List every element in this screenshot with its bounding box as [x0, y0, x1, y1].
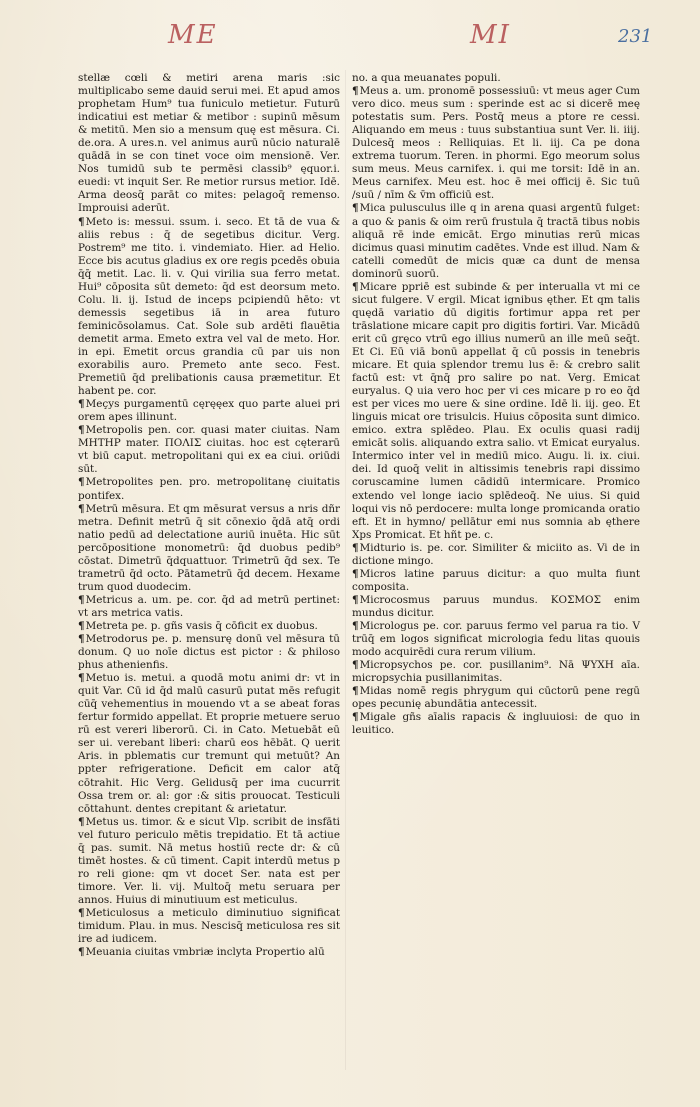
header-left-mark: ME	[168, 20, 218, 50]
entry-text: Meçys purgamentū cęręęex quo parte aluei pri orem apes illinunt.	[78, 398, 340, 424]
pilcrow-icon: ¶	[78, 907, 85, 919]
entry-text: Micare ppriē est subinde & per interualla vt mi ce sicut fulgere. V ergil. Micat ignibus ęther. Et qm talis quędā variatio dū digitis fortimur appa ret per trāslatione micare capit pro digitis fortiri. Var. Micādū erit cū gręco vtrū ego illius numerū an ille meū seq̄t. Et Ci. Eū viā bonū appellat q̄ cū possis in tenebris micare. Et quia splendor tremu lus ē: & crebro salit factū est: vt q̄nq̄ pro salire po nat. Verg. Emicat euryalus. Q uia vero hoc per vi ces micare p ro eo q̄d est per vices mo uere & sine ordine. Idē li. iij. geo. Et linguis micat ore trisulcis. Huius cōposita sunt dimico. emico. extra splēdeo. Plau. Ex oculis quasi radij emicāt solis. aliquando extra salio. vt Emicat euryalus. Intermico inter vel in mediū mico. Augu. li. ix. ciui. dei. Id quoq̄ velit in altissimis tenebris rapi dissimo coruscamine lumen cādidū intermicare. Promico extendo vel longe iacio splēdeoq̄. Ne uius. Si quid loqui vis nō perdocere: multa longe promicanda oratio eft. Et in hymno/ pellātur emi nus somnia ab ęthere Xps Promicat. Et hñt pe. c.	[352, 280, 640, 541]
entry-text: Metreta pe. p. gñs vasis q̄ cōficit ex duobus.	[85, 619, 318, 632]
entry-text: Meus a. um. pronomē possessiuū: vt meus ager Cum vero dico. meus sum : sperinde est ac si dicerē meę potestatis sum. Pers. Postq̄ meus a ptore re cessi. Aliquando em meus : tuus substantiua sunt Ver. li. iiij. Dulcesq̄ meos : Relliquias. Et li. iij. Ca pe dona extrema tuorum. Teren. in phormi. Ego meorum solus sum meus. Meus carnifex. i. qui me torsit: Idē in an. Meus carnifex. Meu est. hoc ē mei officij ē. Sic tuū /suū / nīm & v̄m officiū est.	[352, 85, 640, 202]
entry	[352, 685, 640, 711]
pilcrow-icon: ¶	[78, 619, 85, 632]
entry-text: Metropolites pen. pro. metropolitanę ciuitatis pontifex.	[78, 476, 340, 502]
pilcrow-icon: ¶	[78, 502, 85, 515]
entry	[78, 398, 340, 424]
entry-text: Microcosmus paruus mundus. ΚΟΣΜΟΣ enim mundus dicitur.	[352, 593, 640, 619]
entry-text: stellæ cœli & metiri arena maris :sic multiplicabo seme dauid serui mei. Et apud amos prophetam Hum⁹ tua funiculo metietur. Futurū indicatiui est metiar & metibor : supinū mēsum & metitū. Men sio a mensum quę est mēsura. Ci. de.ora. A ures.n. vel animus aurū nūcio naturalē quādā in se con tinet voce oim mensionē. Ver. Nos tumidū sub te permēsi classib⁹ ęquor.i. euedi: vt inquit Ser. Re metior rursus metior. Idē. Arma deosq̄ parāt co mites: pelagoq̄ remenso. Improuisi aderūt.	[78, 72, 340, 215]
entry	[78, 907, 340, 946]
entry-text: Meticulosus a meticulo diminutiuo significat timidum. Plau. in mus. Nescisq̄ meticulosa res sit ire ad iudicem.	[78, 907, 340, 946]
pilcrow-icon: ¶	[78, 672, 85, 685]
folio-number: 231	[618, 26, 653, 47]
header-right-mark: MI	[470, 20, 511, 50]
entry-text: Metrū mēsura. Et qm mēsurat versus a nris dñr metra. Definit metrū q̄ sit cōnexio q̄dā atq̄ ordi natio pedū ad delectatione auriū inuēta. Hic sūt percōpositione monometrū: q̄d duobus pedib⁹ cōstat. Dimetrū q̄dquattuor. Trimetrū q̄d sex. Te trametrū q̄d octo. Pātametrū q̄d decem. Hexame trum quod duodecim.	[78, 502, 340, 593]
entry	[352, 568, 640, 594]
pilcrow-icon: ¶	[352, 593, 359, 606]
pilcrow-icon: ¶	[78, 424, 85, 437]
entry	[78, 503, 340, 594]
pilcrow-icon: ¶	[352, 541, 359, 554]
entry-text: Metropolis pen. cor. quasi mater ciuitas. Nam ΜΗΤΗΡ mater. ΠΟΛΙΣ ciuitas. hoc est cęterarū vt biū caput. metropolitani qui ex ea ciui. oriūdi sūt.	[78, 424, 340, 476]
entry	[78, 620, 340, 633]
pilcrow-icon: ¶	[352, 619, 359, 632]
entry-text: Migale gñs aīalis rapacis & ingluuiosi: de quo in leuitico.	[352, 711, 640, 737]
pilcrow-icon: ¶	[352, 85, 359, 98]
entry	[352, 281, 640, 542]
entry-text: Micros latine paruus dicitur: a quo multa fiunt composita.	[352, 567, 640, 593]
entry-text: Micrologus pe. cor. paruus fermo vel parua ra tio. V trūq̄ em logos significat micrologia fedu litas quouis modo acquirēdi cura rerum vilium.	[352, 619, 640, 659]
entry	[78, 424, 340, 476]
entry	[352, 659, 640, 685]
pilcrow-icon: ¶	[78, 398, 85, 411]
pilcrow-icon: ¶	[352, 202, 359, 215]
entry-text: Midas nomē regis phrygum qui cūctorū pene regū opes pecunię abundātia antecessit.	[352, 685, 640, 711]
entry-text: Micropsychos pe. cor. pusillanim⁹. Nā ΨΥΧΗ aīa. micropsychia pusillanimitas.	[352, 659, 640, 685]
entry-text: Meto is: messui. ssum. i. seco. Et tā de vua & aliis rebus : q̄ de segetibus dicitur. Verg. Postrem⁹ me tito. i. vindemiato. Hier. ad Helio. Ecce bis acutus gladius ex ore regis pcedēs obuia q̄q̄ metit. Lac. li. v. Qui virilia sua ferro metat. Hui⁹ cōposita sūt demeto: q̄d est deorsum meto. Colu. li. ij. Istud de inceps pcipiendū hēto: vt demessis segetibus iā in area futuro feminicōsolamus. Cat. Sole sub ardēti flauētia demetit arma. Emeto extra vel val de meto. Hor. in epi. Emetit orcus grandia cū par uis non exorabilis auro. Premeto ante seco. Fest. Premetiū q̄d prelibationis causa præmetitur. Et habent pe. cor.	[78, 215, 340, 398]
pilcrow-icon: ¶	[352, 567, 359, 580]
pilcrow-icon: ¶	[78, 946, 85, 959]
entry-text: Metuo is. metui. a quodā motu animi dr: vt in quit Var. Cū id q̄d malū casurū putat mēs refugit cūq̄ vehementius in mouendo vt a se abeat foras fertur formido appellat. Et proprie metuere seruo rū est vereri liberorū. Ci. in Cato. Metuebāt eū ser ui. verebant liberi: charū eos hēbāt. Q uerit Aris. in pblematis cur tremunt qui metuūt? An ppter refrigeratione. Deficit em calor atq̄ cōtrahit. Hic Verg. Gelidusq̄ per ima cucurrit Ossa trem or. al: gor :& sitis prouocat. Testiculi cōttahunt. dentes crepitant & arietatur.	[78, 672, 340, 815]
pilcrow-icon: ¶	[352, 280, 359, 293]
column-divider	[345, 70, 346, 1070]
entry-text: Midturio is. pe. cor. Similiter & miciito as. Vi de in dictione mingo.	[352, 541, 640, 567]
pilcrow-icon: ¶	[78, 593, 85, 606]
entry	[78, 672, 340, 816]
pilcrow-icon: ¶	[78, 815, 85, 828]
entry	[352, 202, 640, 280]
entry-text: no. a qua meuanates populi.	[352, 72, 501, 84]
entry	[352, 620, 640, 659]
entry-continuation	[78, 72, 340, 216]
entry-text: Metus us. timor. & e sicut Vlp. scribit de insfāti vel futuro periculo mētis trepidatio. Et tā actiue q̄ pas. sumit. Nā metus hostiū recte dr: & cū timēt hostes. & cū timent. Capit interdū metus p ro reli gione: qm vt docet Ser. nata est per timore. Ver. li. vij. Multoq̄ metu seruara per annos. Huius di minutiuum est meticulus.	[78, 815, 340, 906]
entry	[352, 542, 640, 568]
pilcrow-icon: ¶	[352, 711, 359, 724]
entry-text: Meuania ciuitas vmbriæ inclyta Propertio alū	[85, 946, 325, 959]
entry-continuation	[352, 72, 640, 85]
entry	[78, 216, 340, 399]
entry-text: Mica pulusculus ille q in arena quasi argentū fulget: a quo & panis & oim rerū frustula q̄ tractā tibus nobis aliquā rē inde emicāt. Ergo minutias rerū micas dicimus quasi minutim cadētes. Vnde est illud. Nam & catelli comedūt de micis quæ ca dunt de mensa dominorū suorū.	[352, 202, 640, 280]
pilcrow-icon: ¶	[78, 633, 85, 646]
entry	[78, 816, 340, 907]
entry	[78, 594, 340, 620]
pilcrow-icon: ¶	[78, 215, 85, 228]
entry	[352, 594, 640, 620]
pilcrow-icon: ¶	[78, 476, 85, 489]
entry-text: Metricus a. um. pe. cor. q̄d ad metrū pertinet: vt ars metrica vatis.	[78, 593, 340, 619]
pilcrow-icon: ¶	[352, 685, 359, 698]
entry	[78, 946, 340, 959]
entry	[78, 633, 340, 672]
entry-text: Metrodorus pe. p. mensurę donū vel mēsura tū donum. Q uo noīe dictus est pictor : & philoso phus athenienfis.	[78, 633, 340, 672]
pilcrow-icon: ¶	[352, 659, 359, 672]
right-column	[352, 72, 640, 737]
entry	[352, 85, 640, 202]
left-column	[78, 72, 340, 959]
entry	[78, 476, 340, 502]
entry	[352, 711, 640, 737]
